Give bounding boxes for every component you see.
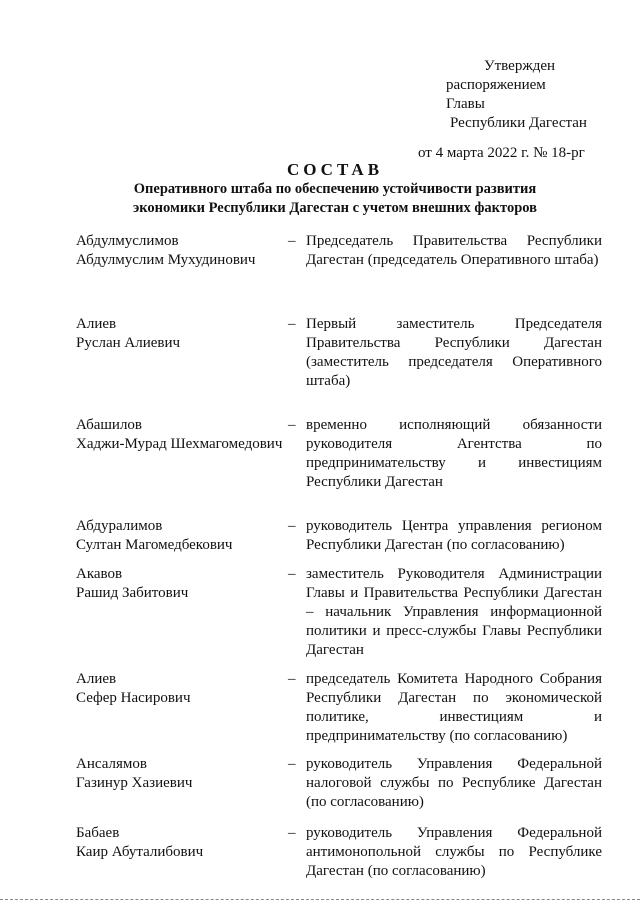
- member-given-name: Рашид Забитович: [76, 585, 189, 601]
- member-role: руководитель Управления Федеральной антимонопольной службы по Республике Дагестан (по согласованию): [306, 825, 602, 879]
- approval-line-1: Утвержден: [484, 58, 556, 74]
- member-surname: Алиев: [76, 671, 117, 687]
- member-row: [76, 824, 606, 886]
- member-name: [76, 755, 288, 820]
- member-name: [76, 416, 288, 501]
- member-row: [76, 416, 606, 501]
- member-given-name: Султан Магомедбекович: [76, 537, 233, 553]
- member-role: руководитель Центра управления регионом Республики Дагестан (по согласованию): [306, 518, 602, 553]
- member-surname: Акавов: [76, 566, 123, 582]
- approval-line-3: Республики Дагестан: [450, 115, 587, 131]
- member-surname: Абдуралимов: [76, 518, 163, 534]
- member-given-name: Каир Абуталибович: [76, 844, 204, 860]
- member-dash: –: [288, 316, 296, 332]
- members-list: [76, 232, 606, 886]
- member-row: [76, 670, 606, 755]
- member-role: руководитель Управления Федеральной налоговой службы по Республике Дагестан (по согласованию): [306, 756, 602, 810]
- member-name: [76, 670, 288, 755]
- member-row: [76, 565, 606, 670]
- member-surname: Алиев: [76, 316, 117, 332]
- member-role: Первый заместитель Председателя Правительства Республики Дагестан (заместитель председателя Оперативного штаба): [306, 316, 602, 389]
- member-row: [76, 232, 606, 298]
- member-dash: –: [288, 671, 296, 687]
- member-dash: –: [288, 233, 296, 249]
- approval-date: от 4 марта 2022 г. № 18-рг: [418, 145, 585, 161]
- member-dash: –: [288, 518, 296, 534]
- document-subtitle-line-1: Оперативного штаба по обеспечению устойчивости развития: [133, 181, 537, 197]
- member-name: [76, 232, 288, 298]
- member-name: [76, 517, 288, 562]
- member-surname: Абдулмуслимов: [76, 233, 179, 249]
- member-row: [76, 517, 606, 562]
- approval-stamp: [388, 57, 588, 163]
- approval-line-2: распоряжением Главы: [446, 77, 546, 112]
- member-name: [76, 824, 288, 886]
- member-given-name: Сефер Насирович: [76, 690, 191, 706]
- page-edge-line: [0, 899, 640, 900]
- member-surname: Ансалямов: [76, 756, 147, 772]
- document-subtitle-line-2: экономики Республики Дагестан с учетом внешних факторов: [133, 200, 537, 216]
- member-role: Председатель Правительства Республики Дагестан (председатель Оперативного штаба): [306, 233, 602, 268]
- document-heading: [90, 160, 580, 218]
- member-surname: Абашилов: [76, 417, 143, 433]
- member-given-name: Хаджи-Мурад Шехмагомедович: [76, 436, 283, 452]
- document-title: СОСТАВ: [286, 160, 384, 179]
- member-row: [76, 755, 606, 820]
- member-role: председатель Комитета Народного Собрания Республики Дагестан по экономической политике, инвестициям и предпринимательству (по согласованию): [306, 671, 602, 744]
- member-dash: –: [288, 756, 296, 772]
- member-dash: –: [288, 566, 296, 582]
- member-name: [76, 315, 288, 400]
- member-given-name: Руслан Алиевич: [76, 335, 181, 351]
- member-surname: Бабаев: [76, 825, 120, 841]
- member-row: [76, 315, 606, 400]
- member-given-name: Газинур Хазиевич: [76, 775, 193, 791]
- member-given-name: Абдулмуслим Мухудинович: [76, 252, 256, 268]
- member-dash: –: [288, 417, 296, 433]
- member-role: временно исполняющий обязанности руководителя Агентства по предпринимательству и инвестициям Республики Дагестан: [306, 417, 602, 490]
- member-dash: –: [288, 825, 296, 841]
- member-role: заместитель Руководителя Администрации Главы и Правительства Республики Дагестан – начальник Управления информационной политики и пресс-службы Главы Республики Дагестан: [306, 566, 602, 658]
- member-name: [76, 565, 288, 670]
